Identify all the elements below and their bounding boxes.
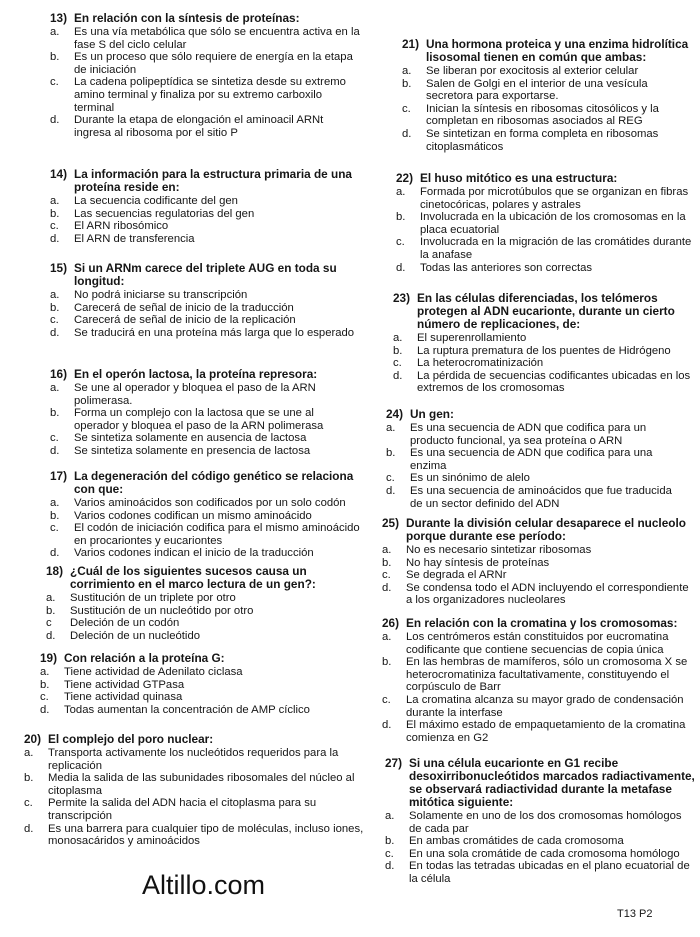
option-text: Formada por microtúbulos que se organizan en fibras cinetocóricas, polares y astrales — [420, 186, 689, 211]
question-text: El huso mitótico es una estructura: — [420, 171, 618, 185]
option-letter: c. — [50, 432, 59, 445]
option-letter: b. — [382, 556, 392, 569]
question-24 — [386, 408, 686, 510]
answer-option — [46, 592, 356, 605]
option-letter: d. — [50, 326, 60, 339]
question-23 — [393, 292, 693, 395]
answer-option — [386, 485, 686, 510]
answer-option — [386, 422, 686, 447]
option-letter: a. — [50, 195, 60, 207]
answer-option — [396, 186, 696, 211]
question-20 — [24, 733, 364, 848]
answer-option — [50, 289, 362, 302]
question-number: 15) — [50, 261, 68, 275]
answer-option — [382, 557, 690, 570]
option-text: Inician la síntesis en ribosomas citosólicos y la completan en ribosomas asociados al REG — [426, 102, 659, 128]
answer-option — [396, 211, 696, 236]
option-letter: b. — [24, 772, 34, 785]
page-footer: T13 P2 — [617, 908, 653, 920]
answer-option — [50, 497, 362, 510]
answer-option — [50, 327, 362, 340]
answer-option — [50, 445, 362, 458]
option-letter: a. — [396, 186, 406, 198]
question-number: 16) — [50, 367, 68, 381]
question-stem — [382, 517, 690, 543]
answer-option — [382, 544, 690, 557]
option-text: Las secuencias regulatorias del gen — [74, 207, 255, 220]
answer-option — [50, 314, 362, 327]
answer-option — [382, 656, 690, 694]
question-13 — [50, 12, 362, 139]
option-letter: d. — [382, 581, 392, 594]
question-text: En relación con la síntesis de proteínas: — [74, 11, 300, 25]
option-text: Solamente en uno de los dos cromosomas homólogos de cada par — [409, 810, 682, 835]
option-text: Se sintetiza solamente en ausencia de lactosa — [74, 432, 307, 445]
question-number: 14) — [50, 167, 68, 181]
option-text: Media la salida de las subunidades ribosomales del núcleo al citoplasma — [48, 772, 355, 797]
question-number: 20) — [24, 732, 42, 746]
question-stem — [402, 38, 692, 64]
option-letter: a. — [40, 666, 50, 678]
question-text: La degeneración del código genético se relaciona con que: — [74, 469, 354, 496]
option-letter: c. — [386, 472, 395, 485]
answer-option — [385, 810, 695, 835]
question-text: ¿Cuál de los siguientes sucesos causa un corrimiento en el marco lectura de un gen?: — [70, 564, 316, 591]
option-letter: c — [46, 617, 52, 630]
option-letter: a. — [385, 810, 395, 822]
option-letter: b. — [386, 447, 396, 460]
question-stem — [396, 172, 696, 185]
question-21 — [402, 38, 692, 153]
option-text: Varios codones indican el inicio de la traducción — [74, 547, 314, 560]
answer-option — [50, 51, 362, 76]
option-letter: b. — [46, 604, 56, 617]
option-text: Carecerá de señal de inicio de la replicación — [74, 314, 296, 327]
answer-option — [24, 772, 364, 797]
option-text: En una sola cromátide de cada cromosoma homólogo — [409, 847, 680, 860]
answer-option — [386, 447, 686, 472]
question-number: 26) — [382, 616, 400, 630]
option-text: Se sintetiza solamente en presencia de lactosa — [74, 444, 311, 457]
option-text: Se degrada el ARNr — [406, 569, 507, 582]
option-text: Deleción de un codón — [70, 617, 180, 630]
answer-option — [46, 605, 356, 618]
option-letter: b. — [396, 211, 406, 224]
option-letter: c. — [24, 797, 33, 810]
question-number: 22) — [396, 171, 414, 185]
question-text: Durante la división celular desaparece el nucleolo porque durante ese período: — [406, 516, 686, 543]
answer-option — [396, 236, 696, 261]
option-letter: d. — [393, 369, 403, 382]
question-22 — [396, 172, 696, 274]
question-stem — [24, 733, 364, 746]
option-text: Transporta activamente los nucleótidos requeridos para la replicación — [48, 747, 339, 772]
option-text: El superenrollamiento — [417, 332, 527, 344]
question-stem — [382, 617, 690, 630]
question-stem — [386, 408, 686, 421]
option-text: Es una barrera para cualquier tipo de moléculas, incluso iones, monosacáridos y aminoácidos — [48, 822, 364, 848]
answer-option — [402, 128, 692, 153]
question-number: 13) — [50, 11, 68, 25]
option-text: El ARN ribosómico — [74, 220, 169, 233]
option-text: Carecerá de señal de inicio de la traducción — [74, 301, 294, 314]
option-letter: a. — [382, 544, 392, 556]
answer-option — [46, 630, 356, 643]
option-text: Todas las anteriores son correctas — [420, 261, 593, 274]
option-letter: c. — [50, 522, 59, 535]
option-letter: a. — [46, 592, 56, 604]
answer-option — [385, 835, 695, 848]
question-number: 27) — [385, 756, 403, 770]
option-letter: d. — [50, 444, 60, 457]
answer-option — [24, 747, 364, 772]
option-letter: a. — [50, 497, 60, 509]
option-text: Se liberan por exocitosis al exterior celular — [426, 65, 639, 77]
option-letter: d. — [402, 127, 412, 140]
answer-option — [50, 233, 362, 246]
answer-option — [382, 694, 690, 719]
question-stem — [50, 168, 362, 194]
question-16 — [50, 368, 362, 458]
option-text: No es necesario sintetizar ribosomas — [406, 544, 592, 556]
question-stem — [385, 757, 695, 809]
answer-option — [382, 719, 690, 744]
answer-option — [402, 78, 692, 103]
question-number: 23) — [393, 291, 411, 305]
option-letter: b. — [50, 207, 60, 220]
option-text: Es un proceso que sólo requiere de energía en la etapa de iniciación — [74, 51, 353, 76]
question-text: Un gen: — [410, 407, 454, 421]
answer-option — [50, 510, 362, 523]
question-stem — [393, 292, 693, 331]
option-text: La ruptura prematura de los puentes de Hidrógeno — [417, 344, 671, 357]
option-letter: a. — [50, 289, 60, 301]
option-text: Tiene actividad de Adenilato ciclasa — [64, 666, 243, 678]
question-text: La información para la estructura primaria de una proteína reside en: — [74, 167, 352, 194]
question-15 — [50, 262, 362, 339]
option-letter: b. — [382, 656, 392, 669]
option-letter: b. — [402, 77, 412, 90]
answer-option — [50, 195, 362, 208]
question-stem — [50, 262, 362, 288]
option-text: Involucrada en la ubicación de los cromosomas en la placa ecuatorial — [420, 211, 686, 236]
answer-option — [393, 332, 693, 345]
question-number: 25) — [382, 516, 400, 530]
option-letter: c. — [393, 357, 402, 370]
answer-option — [393, 357, 693, 370]
question-text: El complejo del poro nuclear: — [48, 732, 214, 746]
option-text: El ARN de transferencia — [74, 232, 195, 245]
question-text: En relación con la cromatina y los cromosomas: — [406, 616, 678, 630]
option-letter: d. — [46, 629, 56, 642]
option-text: Varios aminoácidos son codificados por un solo codón — [74, 497, 346, 509]
question-17 — [50, 470, 362, 560]
option-text: Deleción de un nucleótido — [70, 629, 201, 642]
option-letter: b. — [50, 407, 60, 420]
option-letter: d. — [50, 547, 60, 560]
option-text: El máximo estado de empaquetamiento de la cromatina comienza en G2 — [406, 719, 686, 744]
question-14 — [50, 168, 362, 245]
option-letter: d. — [24, 822, 34, 835]
answer-option — [50, 302, 362, 315]
option-text: Se condensa todo el ADN incluyendo el correspondiente a los organizadores nucleolares — [406, 581, 689, 607]
option-text: No podrá iniciarse su transcripción — [74, 289, 248, 301]
option-text: En todas las tetradas ubicadas en el plano ecuatorial de la célula — [409, 860, 690, 885]
answer-option — [40, 666, 360, 679]
answer-option — [50, 547, 362, 560]
question-text: Una hormona proteica y una enzima hidrolítica lisosomal tienen en común que ambas: — [426, 37, 689, 64]
option-text: Sustitución de un nucleótido por otro — [70, 604, 254, 617]
option-text: Tiene actividad quinasa — [64, 691, 183, 704]
answer-option — [386, 472, 686, 485]
option-letter: a. — [50, 382, 60, 394]
option-letter: c. — [40, 691, 49, 704]
option-text: Es una vía metabólica que sólo se encuentra activa en la fase S del ciclo celular — [74, 26, 360, 51]
watermark-logo: Altillo.com — [142, 870, 266, 900]
question-19 — [40, 652, 360, 716]
option-text: La pérdida de secuencias codificantes ubicadas en los extremos de los cromosomas — [417, 369, 691, 395]
option-text: Forma un complejo con la lactosa que se une al operador y bloquea el paso de la ARN polimerasa — [74, 407, 324, 432]
answer-option — [50, 114, 362, 139]
option-letter: a. — [393, 332, 403, 344]
answer-option — [50, 208, 362, 221]
answer-option — [393, 370, 693, 395]
option-text: Es una secuencia de aminoácidos que fue traducida de un sector definido del ADN — [410, 484, 672, 510]
option-letter: a. — [24, 747, 34, 759]
question-number: 17) — [50, 469, 68, 483]
question-number: 21) — [402, 37, 420, 51]
answer-option — [393, 345, 693, 358]
option-letter: d. — [386, 484, 396, 497]
option-text: La cadena polipeptídica se sintetiza desde su extremo amino terminal y finaliza por su extremo carboxilo terminal — [74, 76, 346, 114]
option-text: Los centrómeros están constituidos por eucromatina codificante que contiene secuencias de copia única — [406, 631, 669, 656]
answer-option — [50, 407, 362, 432]
answer-option — [46, 617, 356, 630]
option-letter: a. — [50, 26, 60, 38]
answer-option — [40, 704, 360, 717]
option-letter: d. — [50, 232, 60, 245]
answer-option — [24, 797, 364, 822]
option-letter: b. — [50, 301, 60, 314]
question-text: En el operón lactosa, la proteína represora: — [74, 367, 318, 381]
answer-option — [40, 679, 360, 692]
question-number: 18) — [46, 564, 64, 578]
answer-option — [382, 631, 690, 656]
option-letter: a. — [382, 631, 392, 643]
question-text: En las células diferenciadas, los telómeros protegen al ADN eucarionte, durante un cierto número de replicaciones, de: — [417, 291, 675, 331]
option-letter: d. — [385, 860, 395, 873]
option-text: En ambas cromátides de cada cromosoma — [409, 835, 624, 848]
option-letter: b. — [40, 678, 50, 691]
answer-option — [50, 432, 362, 445]
option-text: En las hembras de mamíferos, sólo un cromosoma X se heterocromatiniza facultativamente, constituyendo el corpúsculo de Barr — [406, 656, 688, 694]
option-letter: d. — [382, 719, 392, 732]
option-text: La secuencia codificante del gen — [74, 195, 238, 207]
answer-option — [50, 382, 362, 407]
option-text: Tiene actividad GTPasa — [64, 678, 185, 691]
option-letter: c. — [382, 693, 391, 706]
option-letter: b. — [50, 509, 60, 522]
option-text: Se une al operador y bloquea el paso de la ARN polimerasa. — [74, 382, 316, 407]
option-letter: b. — [385, 835, 395, 848]
question-stem — [46, 565, 356, 591]
option-text: Se traducirá en una proteína más larga que lo esperado — [74, 326, 355, 339]
option-letter: c. — [50, 76, 59, 89]
option-text: Sustitución de un triplete por otro — [70, 592, 236, 604]
answer-option — [50, 220, 362, 233]
question-26 — [382, 617, 690, 744]
question-number: 24) — [386, 407, 404, 421]
question-stem — [50, 12, 362, 25]
option-letter: a. — [402, 65, 412, 77]
option-text: Salen de Golgi en el interior de una vesícula secretora para exportarse. — [426, 77, 648, 103]
option-letter: a. — [386, 422, 396, 434]
option-text: Involucrada en la migración de las cromátides durante la anafase — [420, 236, 692, 261]
answer-option — [382, 569, 690, 582]
question-stem — [40, 652, 360, 665]
answer-option — [402, 65, 692, 78]
option-letter: b. — [393, 344, 403, 357]
option-letter: d. — [40, 703, 50, 716]
option-letter: c. — [385, 847, 394, 860]
option-text: Todas aumentan la concentración de AMP cíclico — [64, 703, 310, 716]
answer-option — [402, 103, 692, 128]
answer-option — [382, 582, 690, 607]
option-text: La heterocromatinización — [417, 357, 544, 370]
option-letter: c. — [396, 236, 405, 249]
question-text: Con relación a la proteína G: — [64, 651, 225, 665]
question-25 — [382, 517, 690, 607]
answer-option — [50, 26, 362, 51]
option-text: Es una secuencia de ADN que codifica para un producto funcional, ya sea proteína o ARN — [410, 422, 647, 447]
question-18 — [46, 565, 356, 642]
question-stem — [50, 368, 362, 381]
answer-option — [385, 848, 695, 861]
answer-option — [24, 823, 364, 848]
answer-option — [50, 76, 362, 114]
answer-option — [385, 860, 695, 885]
answer-option — [396, 262, 696, 275]
option-text: Es una secuencia de ADN que codifica para una enzima — [410, 447, 653, 472]
option-letter: c. — [402, 102, 411, 115]
option-text: El codón de iniciación codifica para el mismo aminoácido en procariontes y eucariontes — [74, 522, 360, 547]
option-text: No hay síntesis de proteínas — [406, 556, 550, 569]
option-letter: c. — [50, 220, 59, 233]
question-stem — [50, 470, 362, 496]
question-text: Si una célula eucarionte en G1 recibe desoxirribonucleótidos marcados radiactivamente, se observará radiactividad durante la metafase mitótica siguiente: — [409, 756, 695, 809]
question-text: Si un ARNm carece del triplete AUG en toda su longitud: — [74, 261, 337, 288]
option-text: Permite la salida del ADN hacia el citoplasma para su transcripción — [48, 797, 317, 822]
option-letter: d. — [50, 114, 60, 127]
option-letter: d. — [396, 261, 406, 274]
option-letter: b. — [50, 51, 60, 64]
option-text: Se sintetizan en forma completa en ribosomas citoplasmáticos — [426, 127, 659, 153]
option-letter: c. — [50, 314, 59, 327]
question-27 — [385, 757, 695, 886]
question-number: 19) — [40, 651, 58, 665]
option-text: La cromatina alcanza su mayor grado de condensación durante la interfase — [406, 693, 684, 719]
option-letter: c. — [382, 569, 391, 582]
option-text: Es un sinónimo de alelo — [410, 472, 530, 485]
option-text: Varios codones codifican un mismo aminoácido — [74, 509, 312, 522]
option-text: Durante la etapa de elongación el aminoacil ARNt ingresa al ribosoma por el sitio P — [74, 114, 324, 139]
answer-option — [40, 691, 360, 704]
answer-option — [50, 522, 362, 547]
